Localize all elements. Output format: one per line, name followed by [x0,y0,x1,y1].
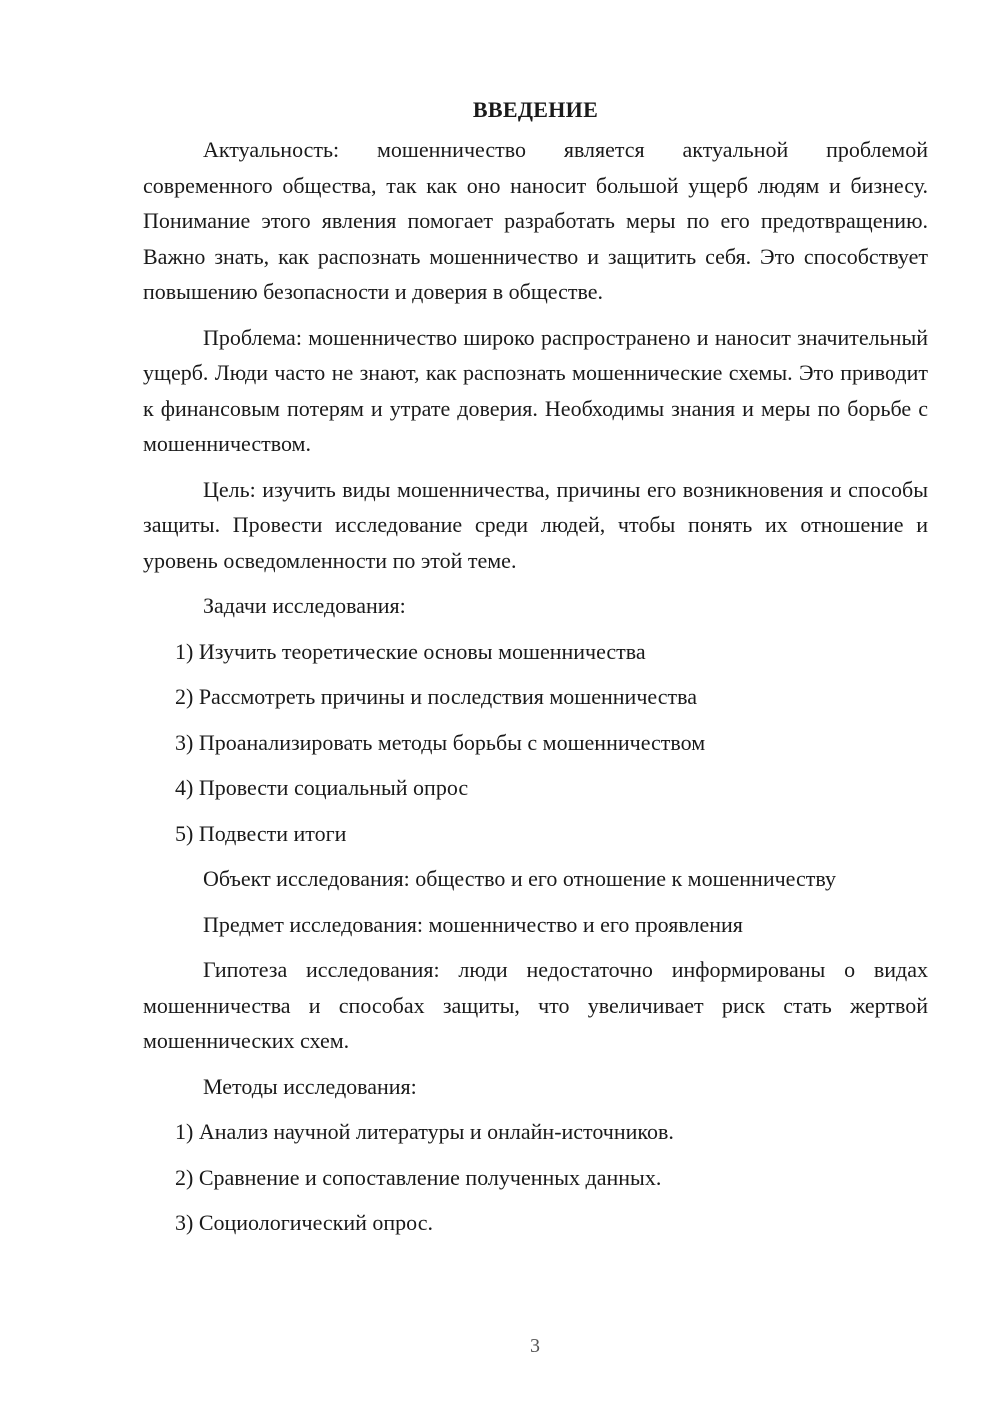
methods-list [143,1114,928,1241]
tasks-heading: Задачи исследования: [203,593,406,618]
methods-heading: Методы исследования: [203,1073,417,1099]
page-title: ВВЕДЕНИЕ [472,97,599,122]
relevance-paragraph: Актуальность: мошенничество является актуальной проблемой современного общества, так как оно наносит большой ущерб людям и бизнесу. Понимание этого явления помогает разработать меры по его предотвращению. Важно знать, как распознать мошенничество и защитить себя. Это способствует повышению безопасности и доверия в обществе. [143,137,928,304]
hypothesis-paragraph: Гипотеза исследования: люди недостаточно информированы о видах мошенничества и способах защиты, что увеличивает риск стать жертвой мошеннических схем. [143,957,928,1053]
list-item: 3) Социологический опрос. [175,1210,433,1235]
list-item: 1) Изучить теоретические основы мошенничества [175,638,646,664]
document-page [143,96,928,1251]
problem-paragraph: Проблема: мошенничество широко распространено и наносит значительный ущерб. Люди часто не знают, как распознать мошеннические схемы. Это приводит к финансовым потерям и утрате доверия. Необходимы знания и меры по борьбе с мошенничеством. [143,324,928,456]
subject-paragraph: Предмет исследования: мошенничество и его проявления [203,911,743,937]
list-item: 2) Сравнение и сопоставление полученных данных. [175,1164,662,1190]
tasks-list [143,634,928,852]
page-number: 3 [530,1335,540,1357]
object-paragraph: Объект исследования: общество и его отношение к мошенничеству [203,866,836,891]
list-item: 3) Проанализировать методы борьбы с мошенничеством [175,729,706,755]
list-item: 1) Анализ научной литературы и онлайн-источников. [175,1119,674,1144]
list-item: 2) Рассмотреть причины и последствия мошенничества [175,684,697,709]
goal-paragraph: Цель: изучить виды мошенничества, причины его возникновения и способы защиты. Провести исследование среди людей, чтобы понять их отношение и уровень осведомленности по этой теме. [143,476,928,573]
list-item: 4) Провести социальный опрос [175,775,469,800]
list-item: 5) Подвести итоги [175,820,347,846]
